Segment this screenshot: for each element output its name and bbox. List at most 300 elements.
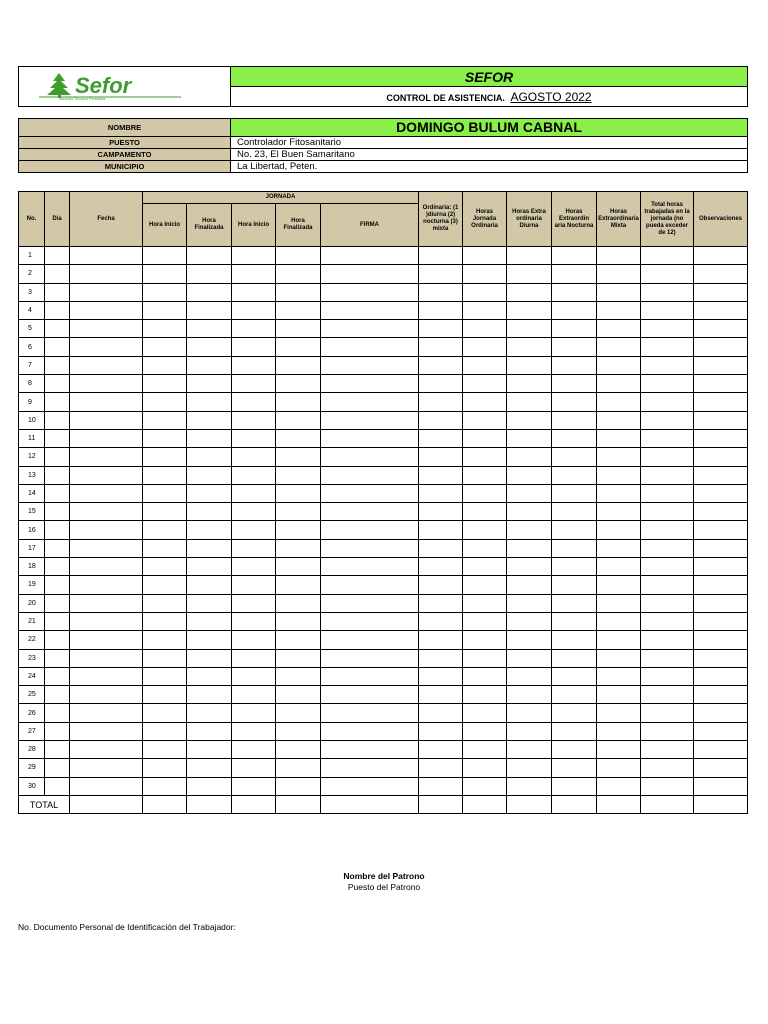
- entry-cell[interactable]: [232, 356, 276, 374]
- entry-cell[interactable]: [463, 375, 507, 393]
- entry-cell[interactable]: [70, 649, 143, 667]
- entry-cell[interactable]: [641, 594, 694, 612]
- total-cell[interactable]: [641, 795, 694, 813]
- total-cell[interactable]: [187, 795, 232, 813]
- entry-cell[interactable]: [552, 301, 597, 319]
- entry-cell[interactable]: [276, 576, 321, 594]
- entry-cell[interactable]: [70, 576, 143, 594]
- entry-cell[interactable]: [597, 594, 641, 612]
- total-cell[interactable]: [276, 795, 321, 813]
- entry-cell[interactable]: [187, 375, 232, 393]
- entry-cell[interactable]: [507, 411, 552, 429]
- entry-cell[interactable]: [597, 649, 641, 667]
- entry-cell[interactable]: [597, 301, 641, 319]
- entry-cell[interactable]: [143, 521, 187, 539]
- entry-cell[interactable]: [552, 576, 597, 594]
- entry-cell[interactable]: [321, 466, 419, 484]
- entry-cell[interactable]: [552, 558, 597, 576]
- entry-cell[interactable]: [507, 649, 552, 667]
- entry-cell[interactable]: [45, 411, 70, 429]
- entry-cell[interactable]: [694, 704, 748, 722]
- entry-cell[interactable]: [187, 411, 232, 429]
- entry-cell[interactable]: [187, 649, 232, 667]
- total-cell[interactable]: [70, 795, 143, 813]
- entry-cell[interactable]: [552, 667, 597, 685]
- entry-cell[interactable]: [597, 484, 641, 502]
- entry-cell[interactable]: [276, 356, 321, 374]
- entry-cell[interactable]: [276, 466, 321, 484]
- entry-cell[interactable]: [597, 283, 641, 301]
- entry-cell[interactable]: [187, 247, 232, 265]
- entry-cell[interactable]: [143, 741, 187, 759]
- entry-cell[interactable]: [187, 722, 232, 740]
- entry-cell[interactable]: [276, 484, 321, 502]
- total-cell[interactable]: [321, 795, 419, 813]
- entry-cell[interactable]: [552, 631, 597, 649]
- entry-cell[interactable]: [641, 777, 694, 795]
- entry-cell[interactable]: [419, 667, 463, 685]
- entry-cell[interactable]: [45, 521, 70, 539]
- entry-cell[interactable]: [463, 411, 507, 429]
- entry-cell[interactable]: [276, 411, 321, 429]
- entry-cell[interactable]: [70, 247, 143, 265]
- entry-cell[interactable]: [641, 375, 694, 393]
- entry-cell[interactable]: [463, 558, 507, 576]
- entry-cell[interactable]: [419, 356, 463, 374]
- entry-cell[interactable]: [232, 484, 276, 502]
- entry-cell[interactable]: [70, 558, 143, 576]
- entry-cell[interactable]: [419, 759, 463, 777]
- entry-cell[interactable]: [45, 759, 70, 777]
- entry-cell[interactable]: [694, 777, 748, 795]
- entry-cell[interactable]: [143, 631, 187, 649]
- entry-cell[interactable]: [45, 338, 70, 356]
- entry-cell[interactable]: [694, 429, 748, 447]
- entry-cell[interactable]: [321, 429, 419, 447]
- entry-cell[interactable]: [463, 722, 507, 740]
- entry-cell[interactable]: [321, 631, 419, 649]
- entry-cell[interactable]: [694, 283, 748, 301]
- entry-cell[interactable]: [597, 558, 641, 576]
- entry-cell[interactable]: [276, 539, 321, 557]
- entry-cell[interactable]: [694, 539, 748, 557]
- entry-cell[interactable]: [694, 741, 748, 759]
- entry-cell[interactable]: [419, 631, 463, 649]
- entry-cell[interactable]: [187, 429, 232, 447]
- entry-cell[interactable]: [187, 704, 232, 722]
- entry-cell[interactable]: [641, 576, 694, 594]
- entry-cell[interactable]: [641, 338, 694, 356]
- entry-cell[interactable]: [232, 375, 276, 393]
- entry-cell[interactable]: [276, 448, 321, 466]
- entry-cell[interactable]: [70, 283, 143, 301]
- entry-cell[interactable]: [597, 667, 641, 685]
- entry-cell[interactable]: [232, 558, 276, 576]
- entry-cell[interactable]: [694, 466, 748, 484]
- entry-cell[interactable]: [232, 247, 276, 265]
- entry-cell[interactable]: [143, 704, 187, 722]
- entry-cell[interactable]: [597, 722, 641, 740]
- entry-cell[interactable]: [143, 356, 187, 374]
- entry-cell[interactable]: [143, 612, 187, 630]
- total-cell[interactable]: [419, 795, 463, 813]
- entry-cell[interactable]: [552, 466, 597, 484]
- entry-cell[interactable]: [187, 631, 232, 649]
- entry-cell[interactable]: [694, 484, 748, 502]
- entry-cell[interactable]: [187, 539, 232, 557]
- entry-cell[interactable]: [552, 375, 597, 393]
- entry-cell[interactable]: [70, 393, 143, 411]
- entry-cell[interactable]: [463, 265, 507, 283]
- entry-cell[interactable]: [552, 741, 597, 759]
- entry-cell[interactable]: [641, 393, 694, 411]
- entry-cell[interactable]: [641, 741, 694, 759]
- entry-cell[interactable]: [597, 466, 641, 484]
- entry-cell[interactable]: [143, 503, 187, 521]
- entry-cell[interactable]: [143, 667, 187, 685]
- entry-cell[interactable]: [187, 466, 232, 484]
- entry-cell[interactable]: [70, 539, 143, 557]
- entry-cell[interactable]: [597, 429, 641, 447]
- entry-cell[interactable]: [507, 320, 552, 338]
- entry-cell[interactable]: [507, 265, 552, 283]
- entry-cell[interactable]: [694, 594, 748, 612]
- entry-cell[interactable]: [276, 265, 321, 283]
- entry-cell[interactable]: [597, 539, 641, 557]
- entry-cell[interactable]: [552, 448, 597, 466]
- entry-cell[interactable]: [507, 704, 552, 722]
- total-cell[interactable]: [694, 795, 748, 813]
- entry-cell[interactable]: [552, 539, 597, 557]
- entry-cell[interactable]: [507, 612, 552, 630]
- entry-cell[interactable]: [321, 393, 419, 411]
- entry-cell[interactable]: [187, 283, 232, 301]
- entry-cell[interactable]: [694, 558, 748, 576]
- entry-cell[interactable]: [45, 484, 70, 502]
- entry-cell[interactable]: [552, 393, 597, 411]
- entry-cell[interactable]: [419, 777, 463, 795]
- entry-cell[interactable]: [321, 375, 419, 393]
- entry-cell[interactable]: [419, 558, 463, 576]
- entry-cell[interactable]: [70, 667, 143, 685]
- entry-cell[interactable]: [187, 448, 232, 466]
- entry-cell[interactable]: [463, 612, 507, 630]
- entry-cell[interactable]: [641, 558, 694, 576]
- entry-cell[interactable]: [597, 411, 641, 429]
- entry-cell[interactable]: [70, 521, 143, 539]
- entry-cell[interactable]: [597, 247, 641, 265]
- entry-cell[interactable]: [232, 576, 276, 594]
- total-cell[interactable]: [143, 795, 187, 813]
- entry-cell[interactable]: [232, 411, 276, 429]
- entry-cell[interactable]: [694, 320, 748, 338]
- entry-cell[interactable]: [641, 539, 694, 557]
- entry-cell[interactable]: [507, 283, 552, 301]
- entry-cell[interactable]: [70, 594, 143, 612]
- entry-cell[interactable]: [70, 375, 143, 393]
- entry-cell[interactable]: [45, 777, 70, 795]
- entry-cell[interactable]: [143, 558, 187, 576]
- entry-cell[interactable]: [276, 558, 321, 576]
- entry-cell[interactable]: [641, 484, 694, 502]
- entry-cell[interactable]: [232, 265, 276, 283]
- entry-cell[interactable]: [419, 448, 463, 466]
- entry-cell[interactable]: [143, 777, 187, 795]
- entry-cell[interactable]: [641, 429, 694, 447]
- entry-cell[interactable]: [463, 283, 507, 301]
- entry-cell[interactable]: [143, 484, 187, 502]
- entry-cell[interactable]: [597, 521, 641, 539]
- entry-cell[interactable]: [463, 539, 507, 557]
- entry-cell[interactable]: [276, 667, 321, 685]
- entry-cell[interactable]: [463, 759, 507, 777]
- entry-cell[interactable]: [187, 265, 232, 283]
- entry-cell[interactable]: [143, 338, 187, 356]
- entry-cell[interactable]: [463, 356, 507, 374]
- entry-cell[interactable]: [507, 338, 552, 356]
- entry-cell[interactable]: [276, 503, 321, 521]
- entry-cell[interactable]: [232, 503, 276, 521]
- entry-cell[interactable]: [419, 484, 463, 502]
- entry-cell[interactable]: [597, 503, 641, 521]
- entry-cell[interactable]: [419, 375, 463, 393]
- entry-cell[interactable]: [187, 576, 232, 594]
- entry-cell[interactable]: [45, 320, 70, 338]
- entry-cell[interactable]: [507, 759, 552, 777]
- entry-cell[interactable]: [143, 594, 187, 612]
- entry-cell[interactable]: [641, 667, 694, 685]
- entry-cell[interactable]: [419, 741, 463, 759]
- entry-cell[interactable]: [419, 247, 463, 265]
- entry-cell[interactable]: [597, 759, 641, 777]
- entry-cell[interactable]: [641, 356, 694, 374]
- entry-cell[interactable]: [321, 704, 419, 722]
- entry-cell[interactable]: [276, 777, 321, 795]
- entry-cell[interactable]: [187, 320, 232, 338]
- entry-cell[interactable]: [232, 667, 276, 685]
- entry-cell[interactable]: [641, 722, 694, 740]
- entry-cell[interactable]: [45, 247, 70, 265]
- entry-cell[interactable]: [232, 429, 276, 447]
- entry-cell[interactable]: [276, 247, 321, 265]
- entry-cell[interactable]: [276, 631, 321, 649]
- entry-cell[interactable]: [694, 612, 748, 630]
- entry-cell[interactable]: [45, 667, 70, 685]
- entry-cell[interactable]: [694, 631, 748, 649]
- entry-cell[interactable]: [321, 338, 419, 356]
- entry-cell[interactable]: [321, 667, 419, 685]
- entry-cell[interactable]: [694, 356, 748, 374]
- entry-cell[interactable]: [419, 521, 463, 539]
- entry-cell[interactable]: [507, 301, 552, 319]
- entry-cell[interactable]: [45, 649, 70, 667]
- entry-cell[interactable]: [694, 686, 748, 704]
- entry-cell[interactable]: [597, 265, 641, 283]
- entry-cell[interactable]: [232, 320, 276, 338]
- entry-cell[interactable]: [143, 448, 187, 466]
- entry-cell[interactable]: [419, 594, 463, 612]
- entry-cell[interactable]: [641, 631, 694, 649]
- entry-cell[interactable]: [694, 375, 748, 393]
- entry-cell[interactable]: [419, 393, 463, 411]
- entry-cell[interactable]: [321, 759, 419, 777]
- entry-cell[interactable]: [143, 265, 187, 283]
- entry-cell[interactable]: [463, 247, 507, 265]
- entry-cell[interactable]: [187, 667, 232, 685]
- entry-cell[interactable]: [507, 448, 552, 466]
- entry-cell[interactable]: [276, 704, 321, 722]
- entry-cell[interactable]: [143, 411, 187, 429]
- entry-cell[interactable]: [641, 521, 694, 539]
- entry-cell[interactable]: [232, 777, 276, 795]
- entry-cell[interactable]: [232, 686, 276, 704]
- entry-cell[interactable]: [463, 320, 507, 338]
- entry-cell[interactable]: [419, 265, 463, 283]
- entry-cell[interactable]: [321, 503, 419, 521]
- entry-cell[interactable]: [507, 466, 552, 484]
- entry-cell[interactable]: [321, 411, 419, 429]
- entry-cell[interactable]: [70, 704, 143, 722]
- entry-cell[interactable]: [321, 741, 419, 759]
- entry-cell[interactable]: [276, 429, 321, 447]
- entry-cell[interactable]: [552, 265, 597, 283]
- entry-cell[interactable]: [187, 558, 232, 576]
- entry-cell[interactable]: [143, 576, 187, 594]
- entry-cell[interactable]: [187, 503, 232, 521]
- entry-cell[interactable]: [463, 301, 507, 319]
- entry-cell[interactable]: [276, 594, 321, 612]
- entry-cell[interactable]: [552, 283, 597, 301]
- entry-cell[interactable]: [232, 594, 276, 612]
- entry-cell[interactable]: [70, 759, 143, 777]
- entry-cell[interactable]: [276, 301, 321, 319]
- entry-cell[interactable]: [187, 777, 232, 795]
- entry-cell[interactable]: [419, 649, 463, 667]
- entry-cell[interactable]: [276, 393, 321, 411]
- entry-cell[interactable]: [641, 320, 694, 338]
- entry-cell[interactable]: [70, 777, 143, 795]
- entry-cell[interactable]: [143, 686, 187, 704]
- entry-cell[interactable]: [187, 741, 232, 759]
- entry-cell[interactable]: [597, 320, 641, 338]
- entry-cell[interactable]: [276, 612, 321, 630]
- entry-cell[interactable]: [419, 722, 463, 740]
- entry-cell[interactable]: [232, 338, 276, 356]
- entry-cell[interactable]: [321, 301, 419, 319]
- entry-cell[interactable]: [143, 649, 187, 667]
- entry-cell[interactable]: [419, 429, 463, 447]
- entry-cell[interactable]: [507, 741, 552, 759]
- entry-cell[interactable]: [187, 484, 232, 502]
- entry-cell[interactable]: [641, 686, 694, 704]
- entry-cell[interactable]: [694, 265, 748, 283]
- entry-cell[interactable]: [143, 375, 187, 393]
- entry-cell[interactable]: [641, 301, 694, 319]
- entry-cell[interactable]: [45, 356, 70, 374]
- entry-cell[interactable]: [507, 503, 552, 521]
- entry-cell[interactable]: [70, 466, 143, 484]
- entry-cell[interactable]: [694, 503, 748, 521]
- entry-cell[interactable]: [552, 356, 597, 374]
- entry-cell[interactable]: [597, 448, 641, 466]
- entry-cell[interactable]: [463, 686, 507, 704]
- entry-cell[interactable]: [694, 338, 748, 356]
- entry-cell[interactable]: [70, 338, 143, 356]
- entry-cell[interactable]: [507, 429, 552, 447]
- entry-cell[interactable]: [321, 594, 419, 612]
- entry-cell[interactable]: [232, 448, 276, 466]
- entry-cell[interactable]: [694, 576, 748, 594]
- entry-cell[interactable]: [45, 283, 70, 301]
- entry-cell[interactable]: [419, 704, 463, 722]
- entry-cell[interactable]: [70, 741, 143, 759]
- entry-cell[interactable]: [694, 448, 748, 466]
- entry-cell[interactable]: [507, 686, 552, 704]
- entry-cell[interactable]: [463, 466, 507, 484]
- entry-cell[interactable]: [187, 301, 232, 319]
- entry-cell[interactable]: [419, 301, 463, 319]
- entry-cell[interactable]: [321, 265, 419, 283]
- entry-cell[interactable]: [232, 539, 276, 557]
- entry-cell[interactable]: [276, 722, 321, 740]
- entry-cell[interactable]: [507, 594, 552, 612]
- entry-cell[interactable]: [507, 247, 552, 265]
- entry-cell[interactable]: [45, 612, 70, 630]
- entry-cell[interactable]: [552, 704, 597, 722]
- entry-cell[interactable]: [276, 338, 321, 356]
- entry-cell[interactable]: [232, 704, 276, 722]
- entry-cell[interactable]: [641, 411, 694, 429]
- entry-cell[interactable]: [552, 594, 597, 612]
- entry-cell[interactable]: [641, 649, 694, 667]
- entry-cell[interactable]: [143, 759, 187, 777]
- entry-cell[interactable]: [321, 448, 419, 466]
- entry-cell[interactable]: [70, 686, 143, 704]
- entry-cell[interactable]: [45, 466, 70, 484]
- entry-cell[interactable]: [232, 741, 276, 759]
- entry-cell[interactable]: [552, 338, 597, 356]
- entry-cell[interactable]: [694, 393, 748, 411]
- entry-cell[interactable]: [70, 356, 143, 374]
- entry-cell[interactable]: [321, 558, 419, 576]
- entry-cell[interactable]: [419, 686, 463, 704]
- entry-cell[interactable]: [419, 320, 463, 338]
- total-cell[interactable]: [552, 795, 597, 813]
- entry-cell[interactable]: [552, 686, 597, 704]
- entry-cell[interactable]: [276, 686, 321, 704]
- entry-cell[interactable]: [507, 667, 552, 685]
- entry-cell[interactable]: [641, 612, 694, 630]
- entry-cell[interactable]: [597, 777, 641, 795]
- entry-cell[interactable]: [187, 521, 232, 539]
- entry-cell[interactable]: [70, 484, 143, 502]
- entry-cell[interactable]: [641, 704, 694, 722]
- entry-cell[interactable]: [232, 466, 276, 484]
- entry-cell[interactable]: [463, 521, 507, 539]
- entry-cell[interactable]: [507, 521, 552, 539]
- entry-cell[interactable]: [45, 375, 70, 393]
- entry-cell[interactable]: [232, 631, 276, 649]
- entry-cell[interactable]: [232, 521, 276, 539]
- entry-cell[interactable]: [187, 393, 232, 411]
- entry-cell[interactable]: [321, 539, 419, 557]
- entry-cell[interactable]: [507, 539, 552, 557]
- entry-cell[interactable]: [463, 741, 507, 759]
- entry-cell[interactable]: [507, 777, 552, 795]
- entry-cell[interactable]: [187, 338, 232, 356]
- entry-cell[interactable]: [463, 484, 507, 502]
- entry-cell[interactable]: [45, 686, 70, 704]
